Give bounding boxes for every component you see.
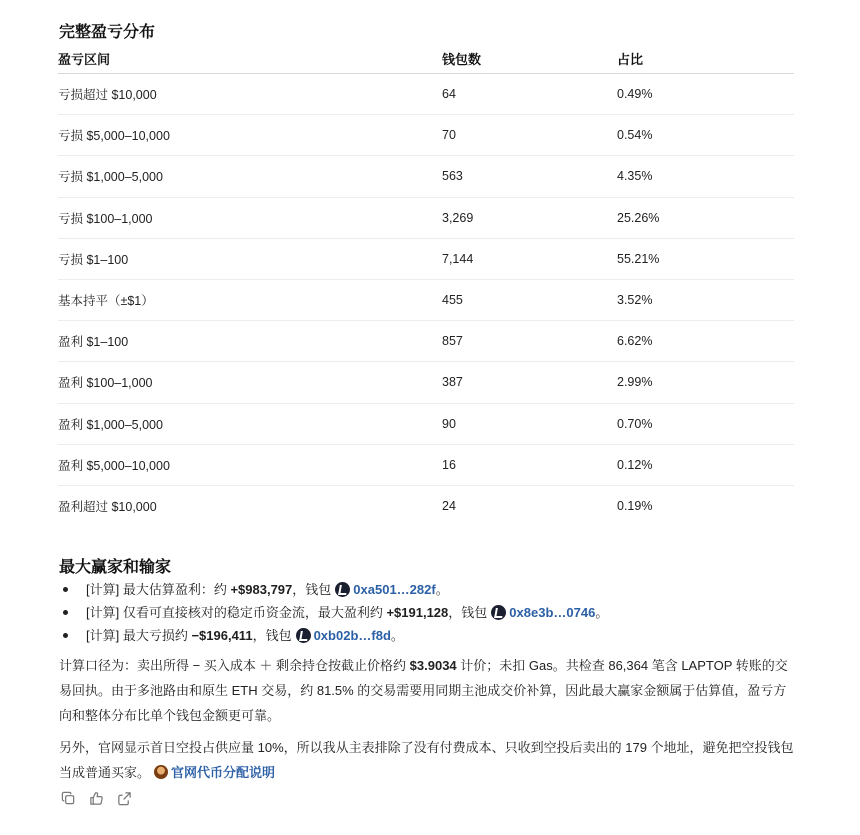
cell-count: 64 xyxy=(442,74,617,115)
cell-pct: 0.12% xyxy=(617,444,794,485)
cell-range: 盈利 $1–100 xyxy=(58,321,442,362)
winners-losers-list xyxy=(58,578,608,647)
list-item xyxy=(58,578,608,601)
table-row xyxy=(58,238,794,279)
cell-pct: 0.19% xyxy=(617,498,653,513)
message-actions xyxy=(60,790,132,806)
item-text: 。 xyxy=(390,628,404,643)
copy-button[interactable] xyxy=(60,790,76,806)
table-row xyxy=(58,115,794,156)
cell-count: 70 xyxy=(442,115,617,156)
col-header-pct: 占比 xyxy=(617,43,794,74)
item-text: ，钱包 xyxy=(252,628,292,643)
profit-amount: +$191,128 xyxy=(386,605,449,620)
table-row xyxy=(58,321,794,362)
table-row xyxy=(58,197,794,238)
list-item xyxy=(58,624,608,647)
cell-range: 亏损 $5,000–10,000 xyxy=(58,115,442,156)
cell-range: 亏损 $100–1,000 xyxy=(58,197,442,238)
cell-pct: 0.54% xyxy=(617,115,794,156)
wallet-icon xyxy=(491,605,506,620)
cell-count: 387 xyxy=(442,362,617,403)
cell-count: 7,144 xyxy=(442,238,617,279)
share-icon xyxy=(117,791,132,806)
profit-amount: +$983,797 xyxy=(230,582,293,597)
pnl-distribution-table xyxy=(58,43,794,526)
wallet-icon xyxy=(296,628,311,643)
cell-range: 盈利超过 $10,000 xyxy=(58,499,157,514)
loss-amount: −$196,411 xyxy=(191,628,253,643)
wallet-address-link[interactable]: 0xa501…282f xyxy=(353,582,436,597)
feedback-button[interactable] xyxy=(88,790,104,806)
table-row xyxy=(58,444,794,485)
cell-range: 盈利 $1,000–5,000 xyxy=(58,403,442,444)
price-value: $3.9034 xyxy=(409,658,457,673)
item-text: [计算] 最大估算盈利：约 xyxy=(86,582,231,597)
paragraph-text: 另外，官网显示首日空投占供应量 10%，所以我从主表排除了没有付费成本、只收到空投后卖出的 179 个地址，避免把空投钱包当成普通买家。 xyxy=(59,740,794,780)
doc-source-icon xyxy=(154,765,168,779)
table-row xyxy=(58,279,794,320)
cell-range: 亏损 $1–100 xyxy=(58,238,442,279)
cell-count: 857 xyxy=(442,321,617,362)
table-row xyxy=(58,485,794,526)
item-text: ，钱包 xyxy=(448,605,488,620)
cell-count: 24 xyxy=(442,498,456,513)
copy-icon xyxy=(61,791,76,806)
cell-pct: 25.26% xyxy=(617,197,794,238)
cell-pct: 55.21% xyxy=(617,238,794,279)
cell-pct: 4.35% xyxy=(617,156,794,197)
cell-range: 亏损超过 $10,000 xyxy=(58,74,442,115)
cell-pct: 2.99% xyxy=(617,362,794,403)
wallet-address-link[interactable]: 0x8e3b…0746 xyxy=(509,605,596,620)
cell-range: 亏损 $1,000–5,000 xyxy=(58,156,442,197)
winners-losers-title: 最大赢家和输家 xyxy=(59,559,172,576)
item-text: ，钱包 xyxy=(292,582,332,597)
cell-count: 16 xyxy=(442,444,617,485)
table-header-row xyxy=(58,43,794,74)
paragraph-text: 计算口径为：卖出所得 − 买入成本 ＋ 剩余持仓按截止价格约 xyxy=(59,658,410,673)
table-row xyxy=(58,362,794,403)
cell-count: 455 xyxy=(442,279,617,320)
col-header-count: 钱包数 xyxy=(442,43,617,74)
share-button[interactable] xyxy=(116,790,132,806)
methodology-paragraph xyxy=(59,653,799,728)
item-text: 。 xyxy=(435,582,449,597)
table-row xyxy=(58,403,794,444)
cell-pct: 0.49% xyxy=(617,74,794,115)
wallet-icon xyxy=(335,582,350,597)
token-distribution-link[interactable]: 官网代币分配说明 xyxy=(171,765,276,780)
cell-pct: 6.62% xyxy=(617,321,794,362)
cell-count: 90 xyxy=(442,403,617,444)
cell-range: 盈利 $100–1,000 xyxy=(58,362,442,403)
cell-pct: 0.70% xyxy=(617,403,794,444)
wallet-address-link[interactable]: 0xb02b…f8d xyxy=(313,628,391,643)
col-header-range: 盈亏区间 xyxy=(58,43,442,74)
item-text: [计算] 仅看可直接核对的稳定币资金流，最大盈利约 xyxy=(86,605,387,620)
cell-range: 盈利 $5,000–10,000 xyxy=(58,444,442,485)
cell-range: 基本持平（±$1） xyxy=(58,279,442,320)
feedback-icon xyxy=(89,791,104,806)
item-text: 。 xyxy=(595,605,609,620)
paragraph-text: 计价；未扣 Gas。共检查 86,364 笔含 LAPTOP 转账的交易回执。由于多池路由和原生 ETH 交易，约 81.5% 的交易需要用同期主池成交价补算，因此最大赢家金额属于估算值，盈亏方向和整体分布比单个钱包金额更可靠。 xyxy=(59,658,788,723)
pnl-distribution-title: 完整盈亏分布 xyxy=(59,24,156,41)
cell-count: 563 xyxy=(442,156,617,197)
table-row xyxy=(58,156,794,197)
cell-pct: 3.52% xyxy=(617,279,794,320)
airdrop-note-paragraph xyxy=(59,735,799,785)
cell-count: 3,269 xyxy=(442,197,617,238)
list-item xyxy=(58,601,608,624)
table-row xyxy=(58,74,794,115)
item-text: [计算] 最大亏损约 xyxy=(86,628,192,643)
